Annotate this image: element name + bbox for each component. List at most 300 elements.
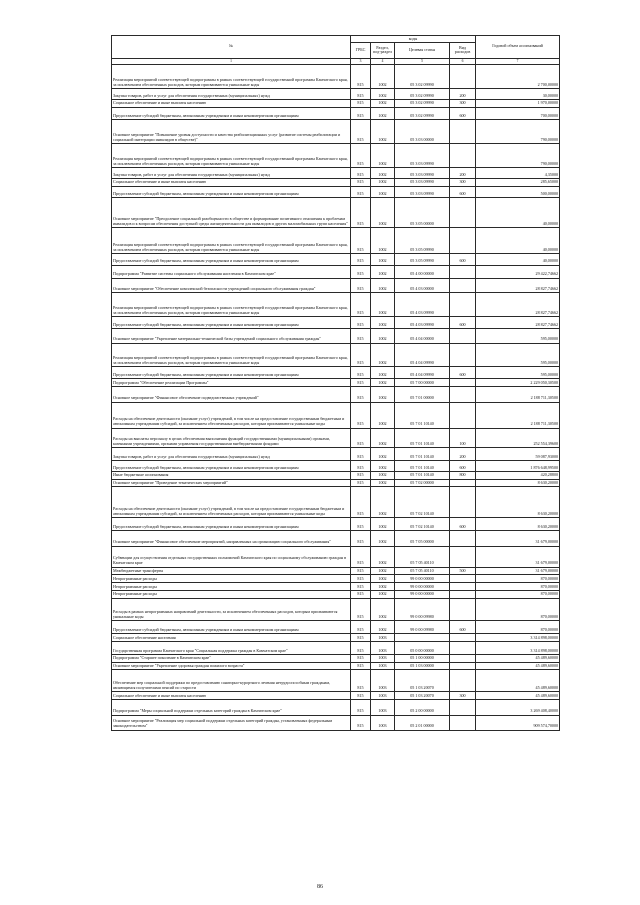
row-target-cell: 05 4 00 00000 — [395, 265, 450, 278]
row-expense-cell — [450, 590, 476, 598]
row-target-cell: 05 3 02 09990 — [395, 65, 450, 89]
row-amount-cell: 40,00000 — [476, 228, 560, 254]
table-row — [112, 198, 560, 228]
row-grbs-cell: 815 — [351, 654, 371, 662]
column-number: 4 — [371, 58, 395, 65]
row-expense-cell — [450, 699, 476, 715]
row-amount-cell: 4,35000 — [476, 168, 560, 179]
row-name-cell: Социальное обеспечение и иные выплаты населению — [112, 178, 351, 186]
row-amount-cell: 8 630,20000 — [476, 518, 560, 531]
row-target-cell: 05 3 03 09990 — [395, 144, 450, 168]
row-expense-cell: 600 — [450, 621, 476, 634]
row-section-cell: 1003 — [371, 715, 395, 730]
row-amount-cell: 40,00000 — [476, 253, 560, 265]
row-target-cell: 05 4 03 09990 — [395, 317, 450, 329]
row-target-cell: 05 3 03 09990 — [395, 178, 450, 186]
row-amount-cell: 420,28800 — [476, 471, 560, 479]
table-row — [112, 518, 560, 531]
row-amount-cell: 3 269 408,40000 — [476, 699, 560, 715]
row-name-cell: Предоставление субсидий бюджетным, автономным учреждениям и иным некоммерческим организациям — [112, 518, 351, 531]
row-grbs-cell: 815 — [351, 293, 371, 317]
row-name-cell: Предоставление субсидий бюджетным, автономным учреждениям и иным некоммерческим организациям — [112, 461, 351, 472]
table-row — [112, 546, 560, 567]
table-row — [112, 144, 560, 168]
row-section-cell: 1002 — [371, 198, 395, 228]
row-section-cell: 1002 — [371, 487, 395, 518]
row-section-cell: 1002 — [371, 144, 395, 168]
column-number: 6 — [450, 58, 476, 65]
row-expense-cell — [450, 120, 476, 144]
row-grbs-cell: 815 — [351, 583, 371, 591]
row-target-cell: 05 7 05 40110 — [395, 546, 450, 567]
row-grbs-cell: 815 — [351, 278, 371, 293]
row-expense-cell: 100 — [450, 428, 476, 448]
row-amount-cell: 909 574,70000 — [476, 715, 560, 730]
row-target-cell: 05 2 01 00000 — [395, 715, 450, 730]
table-row — [112, 699, 560, 715]
row-target-cell: 05 3 05 00000 — [395, 198, 450, 228]
row-section-cell: 1002 — [371, 120, 395, 144]
row-section-cell: 1002 — [371, 99, 395, 107]
row-grbs-cell: 815 — [351, 107, 371, 120]
row-amount-cell: 45 489,60000 — [476, 692, 560, 700]
row-grbs-cell: 815 — [351, 186, 371, 198]
row-section-cell: 1002 — [371, 575, 395, 583]
row-amount-cell: 252 554,39600 — [476, 428, 560, 448]
row-grbs-cell: 815 — [351, 379, 371, 387]
row-section-cell: 1002 — [371, 343, 395, 367]
row-amount-cell: 2 229 050,30500 — [476, 379, 560, 387]
row-grbs-cell: 815 — [351, 65, 371, 89]
row-name-cell: Субвенции для осуществления отдельных государственных полномочий Камчатского края по социальному обслуживанию граждан в Камчатском крае — [112, 546, 351, 567]
table-row — [112, 186, 560, 198]
row-name-cell: Социальное обеспечение населения — [112, 634, 351, 642]
row-grbs-cell: 815 — [351, 367, 371, 379]
row-amount-cell: 40,00000 — [476, 198, 560, 228]
row-grbs-cell: 815 — [351, 531, 371, 547]
row-target-cell: 05 1 00 00000 — [395, 654, 450, 662]
row-expense-cell — [450, 634, 476, 642]
table-row — [112, 317, 560, 329]
row-expense-cell — [450, 198, 476, 228]
row-section-cell: 1002 — [371, 186, 395, 198]
table-row — [112, 448, 560, 461]
column-number: 7 — [476, 58, 560, 65]
row-expense-cell — [450, 328, 476, 343]
row-name-cell: Межбюджетные трансферты — [112, 567, 351, 575]
row-amount-cell: 3 314 898,00000 — [476, 634, 560, 642]
row-amount-cell: 1 876 648,99500 — [476, 461, 560, 472]
row-grbs-cell: 815 — [351, 546, 371, 567]
row-target-cell: 99 0 00 00000 — [395, 575, 450, 583]
row-expense-cell: 300 — [450, 99, 476, 107]
row-amount-cell: 700,00000 — [476, 107, 560, 120]
row-grbs-cell: 815 — [351, 634, 371, 642]
table-row — [112, 598, 560, 621]
row-name-cell: Реализация мероприятий соответствующей подпрограммы в рамках соответствующей государственной программы Камчатского края, за исключением обеспеченных расходов, которым присваиваются уникальные коды — [112, 65, 351, 89]
row-target-cell: 05 2 00 00000 — [395, 699, 450, 715]
row-section-cell: 1002 — [371, 317, 395, 329]
row-name-cell: Государственная программа Камчатского края "Социальная поддержка граждан в Камчатском крае" — [112, 642, 351, 655]
row-target-cell: 05 3 02 09990 — [395, 89, 450, 100]
table-row — [112, 642, 560, 655]
row-target-cell: 05 7 02 00000 — [395, 479, 450, 487]
row-expense-cell — [450, 278, 476, 293]
row-grbs-cell: 815 — [351, 590, 371, 598]
row-expense-cell — [450, 228, 476, 254]
table-row — [112, 367, 560, 379]
row-amount-cell: 1 970,00000 — [476, 99, 560, 107]
row-target-cell: 05 7 02 10140 — [395, 518, 450, 531]
row-amount-cell: 45 489,60000 — [476, 670, 560, 692]
table-row — [112, 278, 560, 293]
row-amount-cell: 2 700,00000 — [476, 65, 560, 89]
row-expense-cell: 800 — [450, 471, 476, 479]
row-amount-cell: 31 679,00000 — [476, 546, 560, 567]
header-amount: Годовой объем ассигнований — [476, 36, 560, 59]
row-name-cell: Подпрограмма "Развитие системы социального обслуживания населения в Камчатском крае" — [112, 265, 351, 278]
row-name-cell: Основное мероприятие "Реализация мер социальной поддержки отдельных категорий граждан, установленных федеральным законодательством" — [112, 715, 351, 730]
row-amount-cell: 31 679,00000 — [476, 567, 560, 575]
row-grbs-cell: 815 — [351, 715, 371, 730]
row-amount-cell: 59 087,93000 — [476, 448, 560, 461]
table-row — [112, 168, 560, 179]
row-expense-cell: 200 — [450, 168, 476, 179]
row-name-cell: Предоставление субсидий бюджетным, автономным учреждениям и иным некоммерческим организациям — [112, 621, 351, 634]
row-amount-cell: 870,00000 — [476, 575, 560, 583]
table-row — [112, 328, 560, 343]
row-section-cell: 1002 — [371, 65, 395, 89]
row-name-cell: Иные бюджетные ассигнования — [112, 471, 351, 479]
row-target-cell: 05 0 00 00000 — [395, 642, 450, 655]
row-section-cell: 1002 — [371, 178, 395, 186]
row-amount-cell: 3 314 898,00000 — [476, 642, 560, 655]
row-expense-cell: 600 — [450, 317, 476, 329]
row-grbs-cell: 815 — [351, 317, 371, 329]
row-section-cell: 1002 — [371, 328, 395, 343]
row-expense-cell — [450, 642, 476, 655]
row-name-cell: Закупка товаров, работ и услуг для обеспечения государственных (муниципальных) нужд — [112, 168, 351, 179]
table-row — [112, 567, 560, 575]
table-row — [112, 583, 560, 591]
row-grbs-cell: 815 — [351, 662, 371, 670]
row-name-cell: Реализация мероприятий соответствующей подпрограммы в рамках соответствующей государственной программы Камчатского края, за исключением обеспеченных расходов, которым присваиваются уникальные коды — [112, 228, 351, 254]
row-expense-cell — [450, 386, 476, 402]
row-target-cell: 05 7 01 00000 — [395, 386, 450, 402]
column-number: 1 — [112, 58, 351, 65]
row-grbs-cell: 815 — [351, 518, 371, 531]
row-section-cell: 1002 — [371, 265, 395, 278]
row-name-cell: Подпрограмма "Обеспечение реализации Программы" — [112, 379, 351, 387]
row-expense-cell: 600 — [450, 461, 476, 472]
row-amount-cell: 28 827,74662 — [476, 278, 560, 293]
row-name-cell: Основное мероприятие "Финансовое обеспечение мероприятий, направленных на организацию социального обслуживания" — [112, 531, 351, 547]
row-target-cell: 99 0 00 00000 — [395, 583, 450, 591]
row-grbs-cell: 815 — [351, 428, 371, 448]
row-target-cell: 05 7 00 00000 — [395, 379, 450, 387]
row-grbs-cell: 815 — [351, 198, 371, 228]
table-row — [112, 670, 560, 692]
row-target-cell: 05 3 03 09990 — [395, 168, 450, 179]
header-section: Раздел, под-раздел — [371, 42, 395, 58]
row-name-cell: Закупка товаров, работ и услуг для обеспечения государственных (муниципальных) нужд — [112, 89, 351, 100]
row-target-cell: 05 4 04 09990 — [395, 343, 450, 367]
row-target-cell: 05 4 04 00000 — [395, 328, 450, 343]
row-section-cell: 1002 — [371, 228, 395, 254]
row-amount-cell: 30,00000 — [476, 89, 560, 100]
table-row — [112, 107, 560, 120]
row-name-cell: Непрограммные расходы — [112, 575, 351, 583]
row-expense-cell — [450, 670, 476, 692]
row-name-cell: Подпрограмма "Старшее поколение в Камчатском крае" — [112, 654, 351, 662]
row-section-cell: 1003 — [371, 662, 395, 670]
row-section-cell: 1002 — [371, 89, 395, 100]
row-section-cell: 1003 — [371, 642, 395, 655]
row-name-cell: Основное мероприятие "Обеспечение комплексной безопасности учреждений социального обслуживания граждан" — [112, 278, 351, 293]
row-target-cell: 05 1 03 20070 — [395, 692, 450, 700]
table-row — [112, 293, 560, 317]
table-row — [112, 487, 560, 518]
row-name-cell: Расходы на обеспечение деятельности (оказание услуг) учреждений, в том числе на предоставление государственным бюджетным и автономным учреждениям субсидий, за исключением обеспеченных расходов, которым присваиваются уникальные коды — [112, 487, 351, 518]
table-row — [112, 428, 560, 448]
row-target-cell: 05 7 01 10140 — [395, 428, 450, 448]
row-target-cell: 05 7 01 10140 — [395, 448, 450, 461]
row-expense-cell — [450, 531, 476, 547]
row-name-cell: Закупка товаров, работ и услуг для обеспечения государственных (муниципальных) нужд — [112, 448, 351, 461]
row-name-cell: Предоставление субсидий бюджетным, автономным учреждениям и иным некоммерческим организациям — [112, 253, 351, 265]
row-grbs-cell: 815 — [351, 89, 371, 100]
row-section-cell: 1002 — [371, 471, 395, 479]
header-grbs: ГРБС — [351, 42, 371, 58]
row-target-cell: 05 3 02 09990 — [395, 99, 450, 107]
column-number: 3 — [351, 58, 371, 65]
row-target-cell: 05 7 01 10140 — [395, 471, 450, 479]
row-target-cell: 05 7 01 10140 — [395, 461, 450, 472]
row-grbs-cell: 815 — [351, 642, 371, 655]
row-section-cell: 1002 — [371, 461, 395, 472]
row-amount-cell: 500,00000 — [476, 186, 560, 198]
header-codes: коды — [351, 36, 476, 43]
row-expense-cell — [450, 293, 476, 317]
row-amount-cell: 790,00000 — [476, 144, 560, 168]
row-section-cell: 1002 — [371, 531, 395, 547]
row-expense-cell: 600 — [450, 186, 476, 198]
row-grbs-cell: 815 — [351, 471, 371, 479]
row-grbs-cell: 815 — [351, 265, 371, 278]
header-expense-type: Вид расходов — [450, 42, 476, 58]
table-row — [112, 531, 560, 547]
row-target-cell: 05 7 02 10140 — [395, 487, 450, 518]
budget-table — [111, 35, 560, 731]
row-amount-cell: 31 679,00000 — [476, 531, 560, 547]
row-amount-cell: 595,00000 — [476, 343, 560, 367]
row-section-cell: 1003 — [371, 634, 395, 642]
row-amount-cell: 28 827,74662 — [476, 293, 560, 317]
row-grbs-cell: 815 — [351, 461, 371, 472]
row-section-cell: 1002 — [371, 598, 395, 621]
row-amount-cell: 2 188 711,30500 — [476, 386, 560, 402]
table-row — [112, 715, 560, 730]
row-grbs-cell: 815 — [351, 621, 371, 634]
row-section-cell: 1002 — [371, 621, 395, 634]
row-expense-cell: 200 — [450, 448, 476, 461]
row-grbs-cell: 815 — [351, 343, 371, 367]
row-name-cell: Расходы на выплаты персоналу в целях обеспечения выполнения функций государственными (муниципальными) органами, казенными учреждениями, органами управления государственными внебюджетными фондами — [112, 428, 351, 448]
row-grbs-cell: 815 — [351, 448, 371, 461]
row-amount-cell: 870,00000 — [476, 590, 560, 598]
row-section-cell: 1002 — [371, 402, 395, 428]
row-target-cell: 05 1 03 00000 — [395, 662, 450, 670]
row-grbs-cell: 815 — [351, 487, 371, 518]
row-section-cell: 1002 — [371, 379, 395, 387]
row-expense-cell — [450, 479, 476, 487]
row-amount-cell: 28 827,74662 — [476, 317, 560, 329]
header-number: № — [112, 36, 351, 59]
row-section-cell: 1003 — [371, 692, 395, 700]
row-expense-cell — [450, 598, 476, 621]
row-grbs-cell: 815 — [351, 178, 371, 186]
row-target-cell: 05 7 01 10140 — [395, 402, 450, 428]
row-section-cell: 1002 — [371, 253, 395, 265]
row-grbs-cell: 815 — [351, 699, 371, 715]
row-amount-cell: 595,00000 — [476, 367, 560, 379]
row-expense-cell — [450, 144, 476, 168]
row-amount-cell: 870,00000 — [476, 598, 560, 621]
table-row — [112, 343, 560, 367]
row-name-cell: Подпрограмма "Меры социальной поддержки отдельных категорий граждан в Камчатском крае" — [112, 699, 351, 715]
row-section-cell: 1002 — [371, 107, 395, 120]
row-expense-cell — [450, 662, 476, 670]
table-row — [112, 379, 560, 387]
row-grbs-cell: 815 — [351, 228, 371, 254]
row-expense-cell — [450, 546, 476, 567]
row-grbs-cell: 815 — [351, 144, 371, 168]
row-expense-cell: 600 — [450, 253, 476, 265]
row-name-cell: Основное мероприятие "Укрепление материально-технической базы учреждений социального обслуживания граждан" — [112, 328, 351, 343]
row-target-cell: 05 3 05 09990 — [395, 228, 450, 254]
row-name-cell: Основное мероприятие "Укрепление здоровья граждан пожилого возраста" — [112, 662, 351, 670]
row-name-cell: Реализация мероприятий соответствующей подпрограммы в рамках соответствующей государственной программы Камчатского края, за исключением обеспеченных расходов, которым присваиваются уникальные коды — [112, 293, 351, 317]
table-row — [112, 479, 560, 487]
row-grbs-cell: 815 — [351, 120, 371, 144]
table-row — [112, 99, 560, 107]
row-section-cell: 1003 — [371, 654, 395, 662]
table-row — [112, 65, 560, 89]
row-amount-cell: 285,65000 — [476, 178, 560, 186]
table-row — [112, 402, 560, 428]
row-amount-cell: 45 489,60000 — [476, 662, 560, 670]
table-row — [112, 662, 560, 670]
row-amount-cell: 8 630,20000 — [476, 487, 560, 518]
row-grbs-cell: 815 — [351, 168, 371, 179]
row-target-cell: 05 7 05 40110 — [395, 567, 450, 575]
row-amount-cell: 8 630,20000 — [476, 479, 560, 487]
page-number: 86 — [317, 884, 323, 890]
row-expense-cell — [450, 343, 476, 367]
row-name-cell: Социальное обеспечение и иные выплаты населению — [112, 692, 351, 700]
row-grbs-cell: 815 — [351, 386, 371, 402]
table-row — [112, 634, 560, 642]
row-name-cell: Основное мероприятие "Преодоление социальной разобщенности в обществе и формирование позитивного отношения к проблемам инвалидов и к вопросам обеспечения доступной среды жизнедеятельности для инвалидов и других маломобильных групп населения" — [112, 198, 351, 228]
row-grbs-cell: 815 — [351, 670, 371, 692]
row-name-cell: Реализация мероприятий соответствующей подпрограммы в рамках соответствующей государственной программы Камчатского края, за исключением обеспеченных расходов, которым присваиваются уникальные коды — [112, 144, 351, 168]
table-row — [112, 575, 560, 583]
row-grbs-cell: 815 — [351, 692, 371, 700]
row-section-cell: 1002 — [371, 293, 395, 317]
row-section-cell: 1002 — [371, 583, 395, 591]
row-section-cell: 1002 — [371, 479, 395, 487]
row-name-cell: Социальное обеспечение и иные выплаты населению — [112, 99, 351, 107]
row-name-cell: Предоставление субсидий бюджетным, автономным учреждениям и иным некоммерческим организациям — [112, 186, 351, 198]
row-expense-cell — [450, 575, 476, 583]
row-name-cell: Предоставление субсидий бюджетным, автономным учреждениям и иным некоммерческим организациям — [112, 107, 351, 120]
row-grbs-cell: 815 — [351, 567, 371, 575]
row-target-cell — [395, 634, 450, 642]
row-expense-cell — [450, 583, 476, 591]
row-amount-cell: 595,00000 — [476, 328, 560, 343]
row-expense-cell: 600 — [450, 107, 476, 120]
row-section-cell: 1003 — [371, 699, 395, 715]
row-section-cell: 1002 — [371, 448, 395, 461]
row-name-cell: Предоставление субсидий бюджетным, автономным учреждениям и иным некоммерческим организациям — [112, 367, 351, 379]
table-row — [112, 654, 560, 662]
table-row — [112, 228, 560, 254]
row-name-cell: Непрограммные расходы — [112, 590, 351, 598]
row-amount-cell: 870,00000 — [476, 621, 560, 634]
row-target-cell: 99 0 00 00000 — [395, 590, 450, 598]
row-grbs-cell: 815 — [351, 575, 371, 583]
row-expense-cell — [450, 402, 476, 428]
row-grbs-cell: 815 — [351, 328, 371, 343]
row-name-cell: Предоставление субсидий бюджетным, автономным учреждениям и иным некоммерческим организациям — [112, 317, 351, 329]
table-row — [112, 386, 560, 402]
row-name-cell: Основное мероприятие "Проведение тематических мероприятий" — [112, 479, 351, 487]
row-section-cell: 1002 — [371, 428, 395, 448]
row-expense-cell — [450, 487, 476, 518]
row-amount-cell: 870,00000 — [476, 583, 560, 591]
row-target-cell: 99 0 00 09980 — [395, 598, 450, 621]
row-target-cell: 05 3 05 09990 — [395, 253, 450, 265]
row-amount-cell: 29 422,74662 — [476, 265, 560, 278]
row-name-cell: Расходы на обеспечение деятельности (оказание услуг) учреждений, в том числе на предоставление государственным бюджетным и автономным учреждениям субсидий, за исключением обеспеченных расходов, которым присваиваются уникальные коды — [112, 402, 351, 428]
row-target-cell: 05 4 04 09990 — [395, 367, 450, 379]
row-name-cell: Расходы в рамках непрограммных направлений деятельности, за исключением обеспеченных расходов, которым присваиваются уникальные коды — [112, 598, 351, 621]
row-grbs-cell: 815 — [351, 402, 371, 428]
row-section-cell: 1002 — [371, 590, 395, 598]
row-name-cell: Основное мероприятие "Финансовое обеспечение подведомственных учреждений" — [112, 386, 351, 402]
row-section-cell: 1002 — [371, 386, 395, 402]
row-target-cell: 05 4 03 09990 — [395, 293, 450, 317]
row-section-cell: 1003 — [371, 670, 395, 692]
row-amount-cell: 2 188 711,30500 — [476, 402, 560, 428]
header-target-article: Целевая статья — [395, 42, 450, 58]
row-expense-cell: 600 — [450, 518, 476, 531]
row-expense-cell — [450, 654, 476, 662]
row-target-cell: 05 4 03 00000 — [395, 278, 450, 293]
row-expense-cell — [450, 715, 476, 730]
table-row — [112, 253, 560, 265]
column-number-row — [112, 58, 560, 65]
row-target-cell: 05 3 03 00000 — [395, 120, 450, 144]
row-target-cell: 05 3 03 09990 — [395, 186, 450, 198]
row-target-cell: 05 3 02 09990 — [395, 107, 450, 120]
row-name-cell: Обеспечение мер социальной поддержки по предоставлению санаторно-курортного лечения нетрудоспособным гражданам, являющимся получателями пенсий по старости — [112, 670, 351, 692]
table-row — [112, 590, 560, 598]
row-amount-cell: 790,00000 — [476, 120, 560, 144]
row-expense-cell: 300 — [450, 692, 476, 700]
row-target-cell: 05 7 05 00000 — [395, 531, 450, 547]
table-row — [112, 621, 560, 634]
